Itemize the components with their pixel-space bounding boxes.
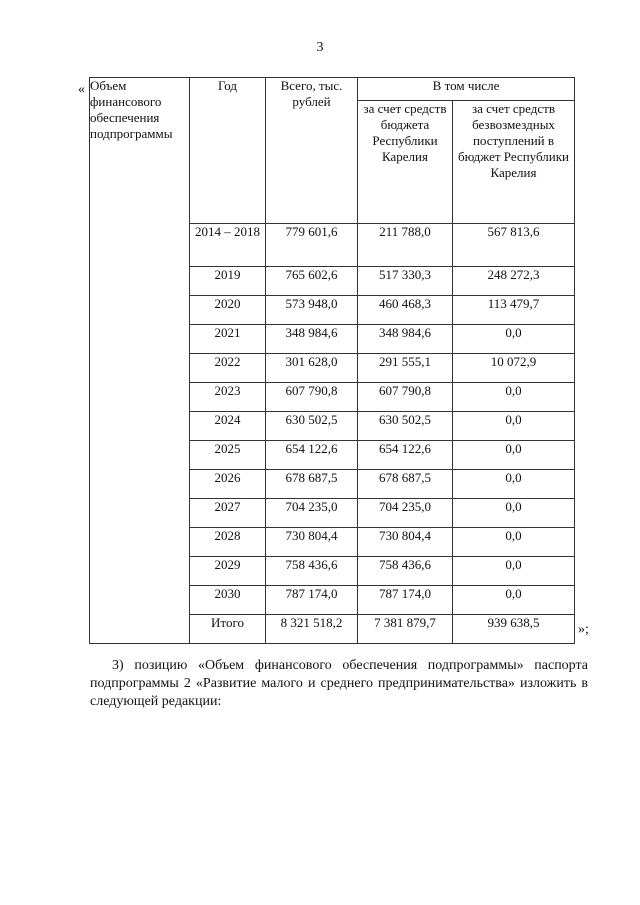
cell-budget: 704 235,0	[358, 499, 453, 528]
cell-total: 8 321 518,2	[266, 615, 358, 644]
cell-year: 2027	[190, 499, 266, 528]
cell-budget: 630 502,5	[358, 412, 453, 441]
cell-free: 0,0	[453, 441, 575, 470]
cell-free: 939 638,5	[453, 615, 575, 644]
cell-free: 248 272,3	[453, 267, 575, 296]
cell-budget: 460 468,3	[358, 296, 453, 325]
cell-free: 0,0	[453, 499, 575, 528]
cell-year: 2019	[190, 267, 266, 296]
cell-year: 2030	[190, 586, 266, 615]
row-label: Объем финансового обеспечения подпрограммы	[90, 78, 190, 644]
cell-year: 2026	[190, 470, 266, 499]
cell-budget: 787 174,0	[358, 586, 453, 615]
cell-free: 0,0	[453, 470, 575, 499]
cell-total: 630 502,5	[266, 412, 358, 441]
cell-year: Итого	[190, 615, 266, 644]
cell-budget: 678 687,5	[358, 470, 453, 499]
cell-budget: 348 984,6	[358, 325, 453, 354]
closing-quote: »;	[578, 622, 589, 637]
cell-free: 0,0	[453, 586, 575, 615]
cell-free: 113 479,7	[453, 296, 575, 325]
cell-year: 2024	[190, 412, 266, 441]
cell-total: 787 174,0	[266, 586, 358, 615]
cell-year: 2020	[190, 296, 266, 325]
cell-budget: 291 555,1	[358, 354, 453, 383]
paragraph-text: 3) позицию «Объем финансового обеспечения подпрограммы» паспорта подпрограммы 2 «Развитие малого и среднего предпринимательства» изложить в следующей редакции:	[90, 658, 588, 709]
cell-year: 2029	[190, 557, 266, 586]
cell-budget: 758 436,6	[358, 557, 453, 586]
cell-total: 607 790,8	[266, 383, 358, 412]
cell-budget: 211 788,0	[358, 224, 453, 267]
cell-total: 573 948,0	[266, 296, 358, 325]
cell-total: 678 687,5	[266, 470, 358, 499]
financing-table	[89, 77, 575, 644]
cell-total: 758 436,6	[266, 557, 358, 586]
header-year: Год	[190, 78, 266, 224]
cell-year: 2028	[190, 528, 266, 557]
cell-budget: 517 330,3	[358, 267, 453, 296]
cell-free: 567 813,6	[453, 224, 575, 267]
cell-year: 2021	[190, 325, 266, 354]
header-including: В том числе	[358, 78, 575, 101]
cell-budget: 607 790,8	[358, 383, 453, 412]
cell-total: 301 628,0	[266, 354, 358, 383]
cell-total: 654 122,6	[266, 441, 358, 470]
cell-free: 0,0	[453, 557, 575, 586]
header-free: за счет средств безвозмездных поступлений в бюджет Республики Карелия	[453, 101, 575, 224]
cell-budget: 7 381 879,7	[358, 615, 453, 644]
cell-free: 10 072,9	[453, 354, 575, 383]
cell-budget: 730 804,4	[358, 528, 453, 557]
amendment-paragraph	[90, 657, 588, 711]
cell-total: 730 804,4	[266, 528, 358, 557]
cell-year: 2023	[190, 383, 266, 412]
cell-year: 2022	[190, 354, 266, 383]
cell-total: 779 601,6	[266, 224, 358, 267]
cell-total: 704 235,0	[266, 499, 358, 528]
cell-total: 348 984,6	[266, 325, 358, 354]
cell-free: 0,0	[453, 325, 575, 354]
page-number: 3	[316, 40, 324, 55]
cell-year: 2014 – 2018	[190, 224, 266, 267]
cell-year: 2025	[190, 441, 266, 470]
header-budget: за счет средств бюджета Республики Карелия	[358, 101, 453, 224]
opening-quote: «	[78, 82, 85, 97]
cell-total: 765 602,6	[266, 267, 358, 296]
cell-free: 0,0	[453, 528, 575, 557]
cell-budget: 654 122,6	[358, 441, 453, 470]
cell-free: 0,0	[453, 383, 575, 412]
header-total: Всего, тыс. рублей	[266, 78, 358, 224]
cell-free: 0,0	[453, 412, 575, 441]
table-header-row	[90, 78, 575, 101]
